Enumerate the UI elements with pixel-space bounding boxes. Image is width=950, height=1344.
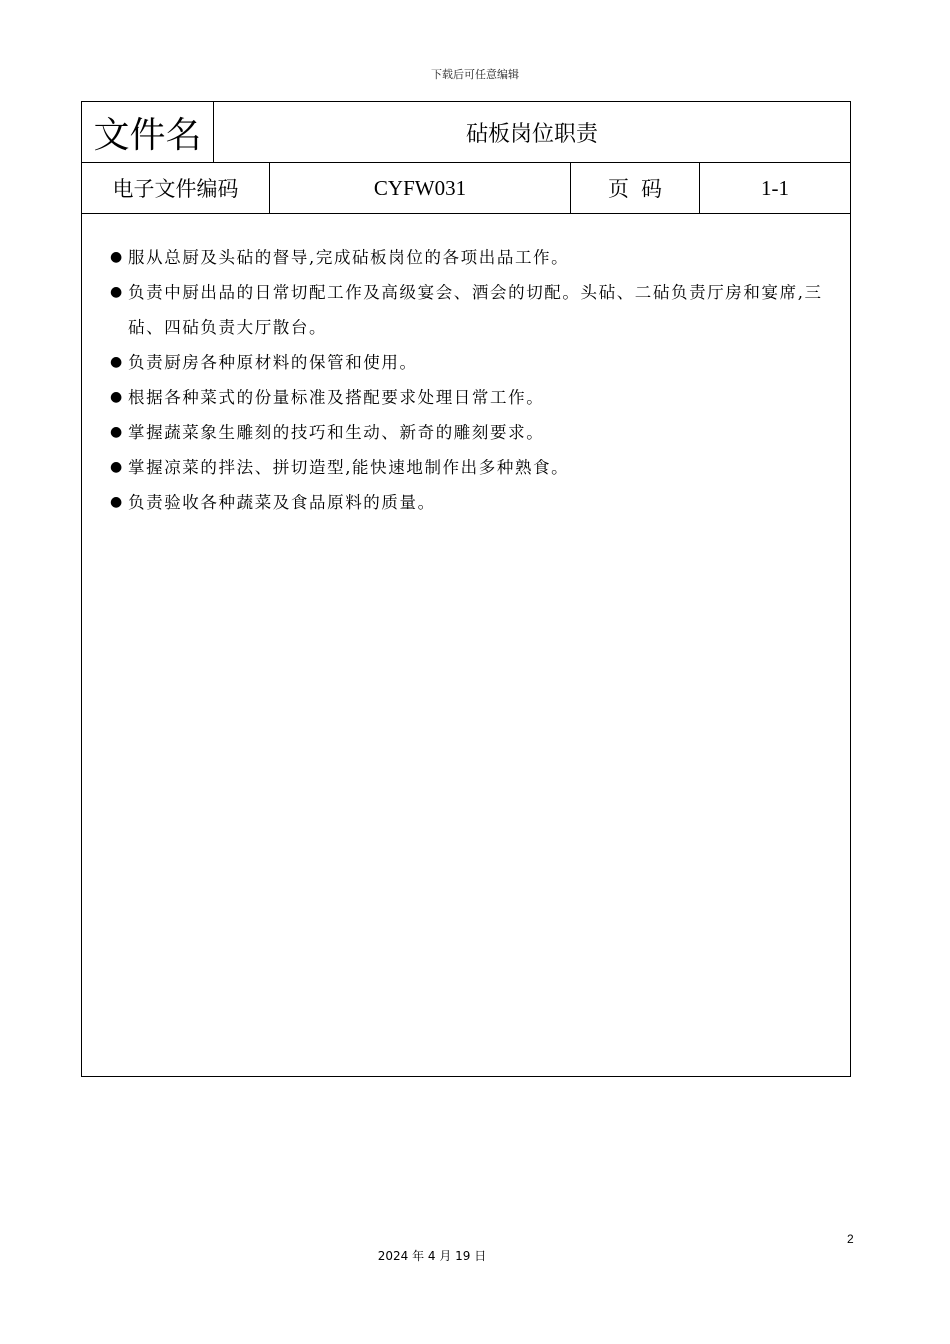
document-table [81, 101, 851, 1077]
filename-value: 砧板岗位职责 [465, 121, 598, 147]
meta-row [82, 163, 850, 214]
bullet-icon: ● [110, 249, 123, 265]
duty-text: 负责厨房各种原材料的保管和使用。 [128, 353, 418, 372]
title-row [82, 102, 850, 163]
duty-item [110, 450, 826, 485]
bullet-icon: ● [110, 459, 123, 475]
file-code-label: 电子文件编码 [82, 163, 270, 213]
duty-item [110, 240, 826, 275]
page-number: 2 [847, 1232, 854, 1246]
file-code-value: CYFW031 [270, 163, 571, 213]
duty-item [110, 345, 826, 380]
duty-item [110, 415, 826, 450]
duty-text: 服从总厨及头砧的督导,完成砧板岗位的各项出品工作。 [128, 248, 570, 267]
duty-text: 根据各种菜式的份量标准及搭配要求处理日常工作。 [128, 388, 545, 407]
duty-text: 掌握蔬菜象生雕刻的技巧和生动、新奇的雕刻要求。 [128, 423, 545, 442]
bullet-icon: ● [110, 494, 123, 510]
bullet-icon: ● [110, 424, 123, 440]
filename-label: 文件名 [82, 102, 214, 162]
duty-item [110, 485, 826, 520]
duty-item [110, 380, 826, 415]
footer-date: 2024 年 4 月 19 日 [377, 1249, 487, 1263]
header-note: 下载后可任意编辑 [431, 68, 519, 81]
duty-text: 负责验收各种蔬菜及食品原料的质量。 [128, 493, 436, 512]
duties-list [82, 214, 850, 520]
bullet-icon: ● [110, 354, 123, 370]
page-label: 页码 [571, 163, 700, 213]
duty-item [110, 275, 826, 345]
bullet-icon: ● [110, 389, 123, 405]
bullet-icon: ● [110, 284, 123, 300]
duty-text: 负责中厨出品的日常切配工作及高级宴会、酒会的切配。头砧、二砧负责厅房和宴席,三砧、四砧负责大厅散台。 [128, 283, 823, 337]
page-value: 1-1 [761, 175, 789, 200]
duty-text: 掌握凉菜的拌法、拼切造型,能快速地制作出多种熟食。 [128, 458, 570, 477]
